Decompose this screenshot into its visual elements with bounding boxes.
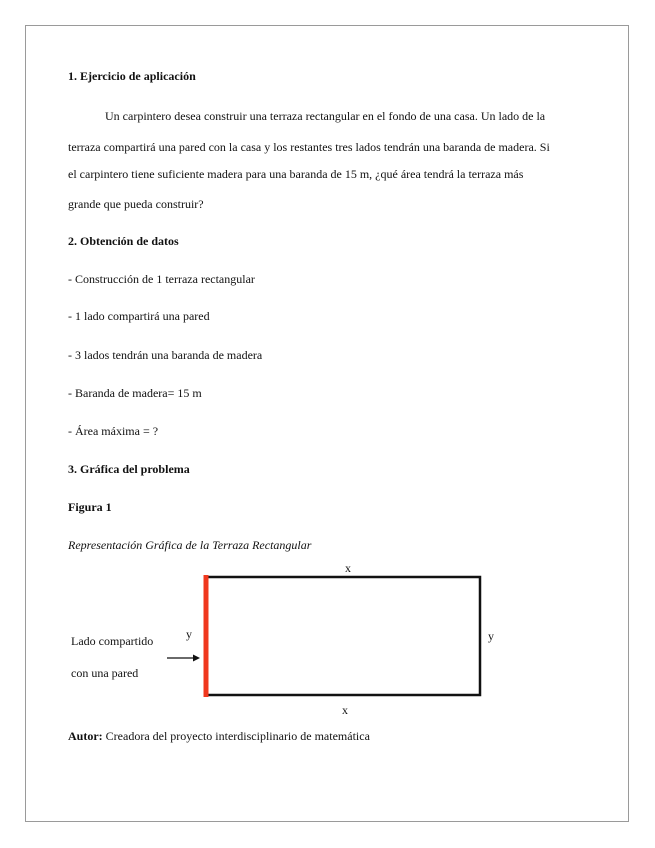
author-label: Autor: bbox=[68, 729, 103, 743]
data-item-1: - Construcción de 1 terraza rectangular bbox=[68, 272, 255, 286]
paragraph-line-4: grande que pueda construir? bbox=[68, 197, 204, 211]
label-x-top: x bbox=[345, 561, 351, 575]
label-x-bottom: x bbox=[342, 703, 348, 717]
paragraph-line-1: Un carpintero desea construir una terraza rectangular en el fondo de una casa. Un lado de la bbox=[105, 109, 546, 123]
shared-wall-label-line2: con una pared bbox=[71, 666, 139, 680]
author-line bbox=[68, 729, 370, 743]
data-item-3: - 3 lados tendrán una baranda de madera bbox=[68, 348, 263, 362]
figure-caption: Representación Gráfica de la Terraza Rectangular bbox=[68, 538, 312, 552]
railing-border bbox=[206, 577, 480, 695]
author-text: Creadora del proyecto interdisciplinario de matemática bbox=[102, 729, 370, 743]
arrow-head bbox=[193, 655, 200, 662]
data-item-5: - Área máxima = ? bbox=[68, 424, 159, 438]
figure-label: Figura 1 bbox=[68, 500, 112, 514]
label-y-left: y bbox=[186, 627, 192, 641]
shared-wall-label-line1: Lado compartido bbox=[71, 634, 154, 648]
section3-heading: 3. Gráfica del problema bbox=[68, 462, 190, 476]
paragraph-line-2: terraza compartirá una pared con la casa y los restantes tres lados tendrán una baranda de madera. Si bbox=[68, 140, 550, 154]
data-item-4: - Baranda de madera= 15 m bbox=[68, 386, 202, 400]
section1-heading: 1. Ejercicio de aplicación bbox=[68, 69, 196, 83]
paragraph-line-3: el carpintero tiene suficiente madera para una baranda de 15 m, ¿qué área tendrá la terraza más bbox=[68, 167, 524, 181]
label-y-right: y bbox=[488, 629, 494, 643]
section2-heading: 2. Obtención de datos bbox=[68, 234, 179, 248]
data-item-2: - 1 lado compartirá una pared bbox=[68, 309, 210, 323]
